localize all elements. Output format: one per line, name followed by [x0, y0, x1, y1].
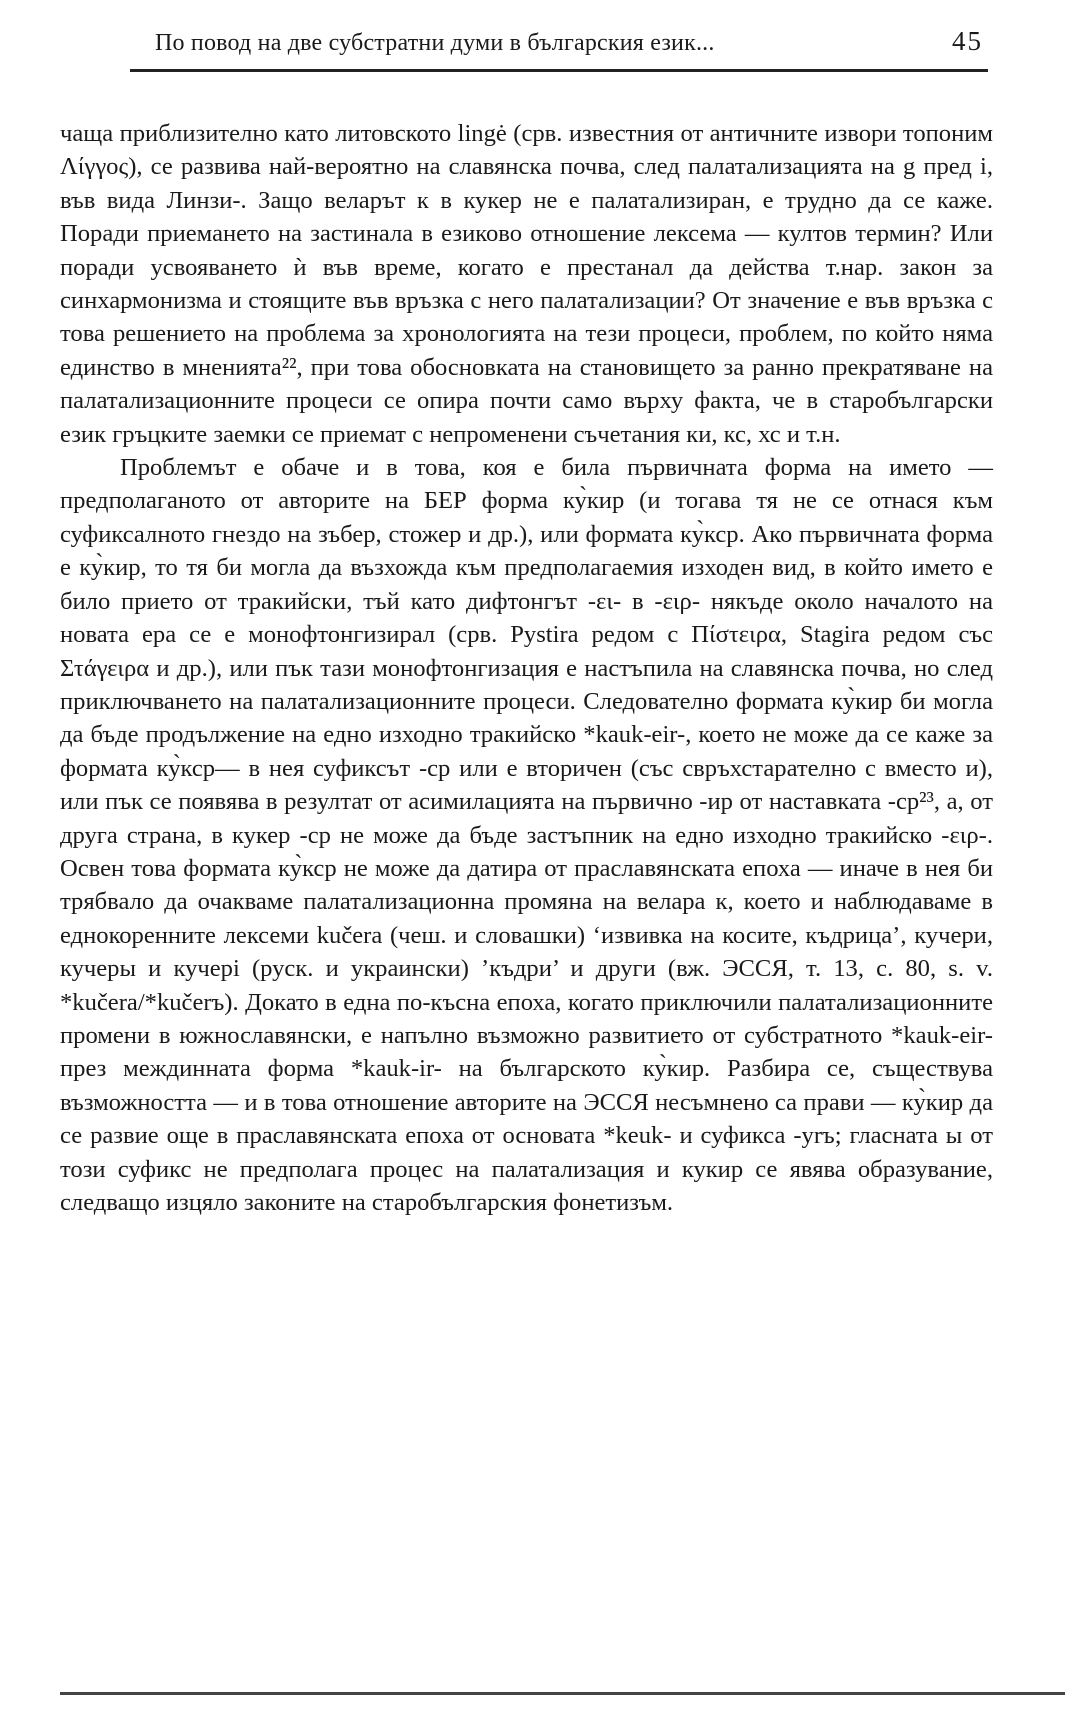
header-rule [130, 69, 988, 72]
body-text [60, 117, 993, 1219]
paragraph-2: Проблемът е обаче и в това, коя е била първичната форма на името — предполаганото от авторите на БЕР форма ку̀кир (и тогава тя не се отнася към суфиксалното гнездо на зъбер, стожер и др.), или формата ку̀кср. Ако първичната форма е ку̀кир, то тя би могла да възхожда към предполагаемия изходен вид, в който името е било прието от тракийски, тъй като дифтонгът -ει- в -ειρ- някъде около началото на новата ера се е монофтонгизирал (срв. Pystira редом с Πίστειρα, Stagira редом със Στάγειρα и др.), или пък тази монофтонгизация е настъпила на славянска почва, но след приключването на палатализационните процеси. Следователно формата ку̀кир би могла да бъде продължение на едно изходно тракийско *kauk-eir-, което не може да се каже за формата ку̀кср— в нея суфиксът -ср или е вторичен (със свръхстарателно с вместо и), или пък се появява в резултат от асимилацията на първично -ир от наставката -ср²³, а, от друга страна, в кукер -ср не може да бъде застъпник на едно изходно тракийско -ειρ-. Освен това формата ку̀кср не може да датира от праславянската епоха — иначе в нея би трябвало да очакваме палатализационна промяна на велара к, което и наблюдаваме в еднокоренните лексеми kučera (чеш. и словашки) ‘извивка на косите, къдрица’, кучери, кучеры и кучерi (руск. и украински) ’къдри’ и други (вж. ЭССЯ, т. 13, с. 80, s. v. *kučera/*kučerъ). Докато в една по-късна епоха, когато приключили палатализационните промени в южнославянски, е напълно възможно развитието от субстратното *kauk-eir- през междинната форма *kauk-ir- на българското ку̀кир. Разбира се, съществува възможността — и в това отношение авторите на ЭССЯ несъмнено са прави — ку̀кир да се развие още в праславянската епоха от основата *keuk- и суфикса -уrъ; гласната ы от този суфикс не предполага процес на палатализация и кукир се явява образувание, следващо изцяло законите на старобългарския фонетизъм. [60, 454, 993, 1216]
footer-rule [60, 1692, 1065, 1695]
page-number: 45 [952, 26, 983, 56]
paragraph-1: чаща приблизително като литовското lingė (срв. известния от античните извори топоним Λίγγος), се развива най-вероятно на славянска почва, след палатализацията на g пред i, във вида Линзи-. Защо веларът к в кукер не е палатализиран, е трудно да се каже. Поради приемането на застинала в езиково отношение лексема — култов термин? Или поради усвояването ѝ във време, когато е престанал да действа т.нар. закон за синхармонизма и стоящите във връзка с него палатализации? От значение е във връзка с това решението на проблема за хронологията на тези процеси, проблем, по който няма единство в мненията²², при това обосновката на становището за ранно прекратяване на палатализационните процеси се опира почти само върху факта, че в старобългарски език гръцките заемки се приемат с непроменени съчетания ки, кс, хс и т.н. [60, 120, 993, 448]
running-title: По повод на две субстратни думи в българския език... [155, 30, 715, 56]
page-header [155, 26, 983, 70]
